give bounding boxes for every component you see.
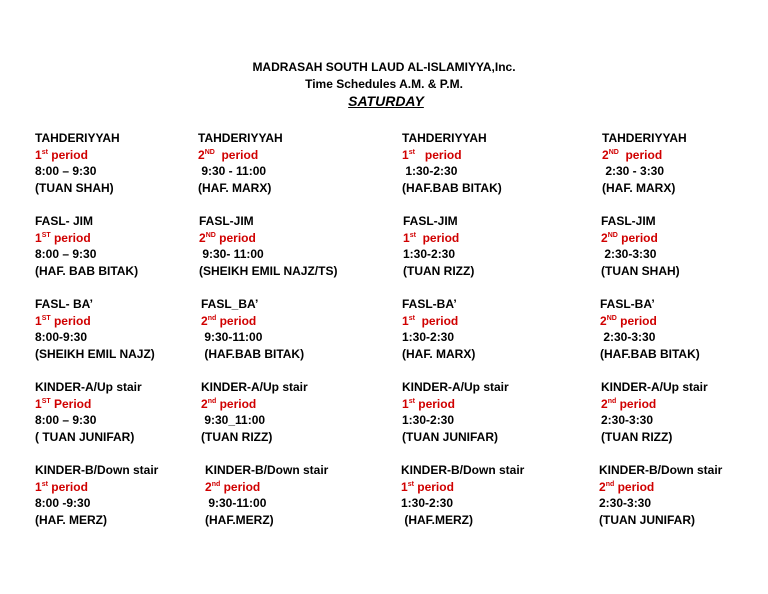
time-range: 1:30-2:30: [401, 496, 454, 511]
period-ordinal: ST: [41, 231, 51, 239]
period-ordinal: nd: [207, 314, 217, 322]
teacher-name: (TUAN JUNIFAR): [599, 512, 695, 527]
class-name: KINDER-A/Up stair: [402, 380, 509, 394]
time-range: 2:30-3:30: [601, 247, 657, 262]
schedule-block: [35, 379, 205, 445]
period-ordinal: ND: [606, 314, 617, 322]
period-label: [401, 479, 571, 496]
teacher-name: (TUAN SHAH): [601, 263, 680, 278]
time-range: 8:00 -9:30: [35, 496, 91, 511]
period-word: period: [414, 396, 455, 411]
time-range: 2:30-3:30: [601, 413, 654, 428]
period-label: [601, 230, 768, 247]
period-number: 1: [403, 230, 410, 245]
period-label: [35, 313, 205, 330]
class-name: TAHDERIYYAH: [402, 131, 487, 145]
teacher-name: (HAF. MERZ): [35, 512, 107, 527]
class-name: FASL-BA’: [600, 297, 655, 311]
period-word: period: [215, 230, 256, 245]
teacher-name: (HAF. MARX): [198, 180, 272, 195]
class-name: KINDER-B/Down stair: [205, 463, 329, 477]
period-ordinal: nd: [207, 397, 217, 405]
day-title: SATURDAY: [348, 93, 424, 109]
time-range: 1:30-2:30: [402, 413, 455, 428]
time-range: 1:30-2:30: [402, 330, 455, 345]
period-word: period: [50, 313, 91, 328]
schedule-block: [35, 213, 205, 279]
time-range: 9:30-11:00: [201, 330, 263, 345]
schedule-block: [402, 130, 572, 196]
schedule-block: [205, 462, 375, 528]
schedule-block: [201, 296, 371, 362]
period-ordinal: ST: [41, 314, 51, 322]
period-word: period: [618, 147, 663, 162]
class-name: TAHDERIYYAH: [198, 131, 283, 145]
teacher-name: (HAF. MARX): [602, 180, 676, 195]
period-number: 2: [599, 479, 606, 494]
period-label: [35, 396, 205, 413]
class-name: KINDER-A/Up stair: [201, 380, 308, 394]
time-range: 8:00 – 9:30: [35, 164, 97, 179]
period-word: period: [413, 479, 454, 494]
schedule-block: [403, 213, 573, 279]
period-word: period: [415, 230, 460, 245]
period-number: 2: [205, 479, 212, 494]
period-number: 1: [35, 230, 42, 245]
period-number: 2: [601, 396, 608, 411]
schedule-block: [601, 213, 768, 279]
period-label: [601, 396, 768, 413]
class-name: FASL-BA’: [402, 297, 457, 311]
period-number: 1: [35, 147, 42, 162]
period-word: period: [47, 479, 88, 494]
period-label: [35, 147, 205, 164]
period-number: 2: [602, 147, 609, 162]
class-name: FASL- JIM: [35, 214, 94, 228]
schedule-block: [402, 296, 572, 362]
period-ordinal: nd: [605, 480, 615, 488]
teacher-name: (HAF. BAB BITAK): [35, 263, 139, 278]
teacher-name: (HAF.MERZ): [205, 512, 274, 527]
period-word: Period: [50, 396, 92, 411]
period-word: period: [614, 479, 655, 494]
class-name: KINDER-B/Down stair: [599, 463, 723, 477]
schedule-subtitle: Time Schedules A.M. & P.M.: [305, 76, 463, 91]
time-range: 8:00 – 9:30: [35, 413, 97, 428]
schedule-block: [35, 130, 205, 196]
teacher-name: (HAF.MERZ): [401, 512, 473, 527]
period-label: [600, 313, 768, 330]
period-ordinal: ND: [608, 148, 619, 156]
schedule-block: [402, 379, 572, 445]
time-range: 8:00-9:30: [35, 330, 88, 345]
document-header: [0, 59, 768, 111]
time-range: 2:30-3:30: [600, 330, 656, 345]
period-ordinal: nd: [211, 480, 221, 488]
schedule-block: [35, 296, 205, 362]
teacher-name: (HAF.BAB BITAK): [402, 180, 502, 195]
period-ordinal: nd: [607, 397, 617, 405]
period-ordinal: ND: [607, 231, 618, 239]
period-number: 1: [401, 479, 408, 494]
period-number: 1: [402, 147, 409, 162]
period-word: period: [616, 313, 657, 328]
class-name: FASL-JIM: [403, 214, 458, 228]
time-range: 8:00 – 9:30: [35, 247, 97, 262]
teacher-name: (SHEIKH EMIL NAJZ/TS): [199, 263, 338, 278]
period-word: period: [47, 147, 88, 162]
period-label: [35, 479, 205, 496]
period-ordinal: ST: [41, 397, 51, 405]
schedule-block: [601, 379, 768, 445]
teacher-name: ( TUAN JUNIFAR): [35, 429, 135, 444]
class-name: KINDER-B/Down stair: [401, 463, 525, 477]
period-ordinal: st: [409, 231, 416, 239]
teacher-name: (TUAN JUNIFAR): [402, 429, 498, 444]
teacher-name: (TUAN SHAH): [35, 180, 114, 195]
period-label: [201, 396, 371, 413]
period-number: 1: [402, 396, 409, 411]
schedule-block: [35, 462, 205, 528]
period-number: 1: [402, 313, 409, 328]
period-label: [205, 479, 375, 496]
period-number: 2: [601, 230, 608, 245]
period-number: 2: [201, 396, 208, 411]
teacher-name: (HAF. MARX): [402, 346, 476, 361]
period-label: [201, 313, 371, 330]
period-number: 1: [35, 479, 42, 494]
schedule-block: [201, 379, 371, 445]
time-range: 1:30-2:30: [402, 164, 458, 179]
class-name: FASL_BA’: [201, 297, 259, 311]
time-range: 2:30 - 3:30: [602, 164, 665, 179]
period-number: 2: [199, 230, 206, 245]
period-word: period: [616, 396, 657, 411]
period-label: [599, 479, 768, 496]
schedule-block: [401, 462, 571, 528]
teacher-name: (TUAN RIZZ): [601, 429, 673, 444]
time-range: 1:30-2:30: [403, 247, 456, 262]
period-ordinal: st: [408, 397, 415, 405]
period-label: [602, 147, 768, 164]
period-label: [403, 230, 573, 247]
period-word: period: [414, 313, 459, 328]
period-number: 1: [35, 396, 42, 411]
period-word: period: [216, 313, 257, 328]
class-name: TAHDERIYYAH: [602, 131, 687, 145]
period-number: 1: [35, 313, 42, 328]
class-name: TAHDERIYYAH: [35, 131, 120, 145]
time-range: 9:30- 11:00: [199, 247, 264, 262]
period-ordinal: st: [408, 314, 415, 322]
period-word: period: [617, 230, 658, 245]
time-range: 9:30-11:00: [205, 496, 267, 511]
period-label: [402, 147, 572, 164]
period-word: period: [220, 479, 261, 494]
teacher-name: (SHEIKH EMIL NAJZ): [35, 346, 155, 361]
period-word: period: [216, 396, 257, 411]
schedule-block: [599, 462, 768, 528]
period-ordinal: st: [408, 148, 415, 156]
period-number: 2: [201, 313, 208, 328]
teacher-name: (TUAN RIZZ): [403, 263, 475, 278]
period-label: [35, 230, 205, 247]
schedule-block: [199, 213, 369, 279]
period-label: [198, 147, 368, 164]
teacher-name: (HAF.BAB BITAK): [600, 346, 700, 361]
teacher-name: (HAF.BAB BITAK): [201, 346, 305, 361]
teacher-name: (TUAN RIZZ): [201, 429, 273, 444]
period-ordinal: ND: [204, 148, 215, 156]
time-range: 2:30-3:30: [599, 496, 652, 511]
period-ordinal: st: [407, 480, 414, 488]
class-name: FASL- BA’: [35, 297, 94, 311]
class-name: FASL-JIM: [601, 214, 656, 228]
period-label: [199, 230, 369, 247]
period-number: 2: [600, 313, 607, 328]
schedule-block: [198, 130, 368, 196]
period-word: period: [50, 230, 91, 245]
class-name: KINDER-A/Up stair: [35, 380, 142, 394]
class-name: KINDER-B/Down stair: [35, 463, 159, 477]
class-name: FASL-JIM: [199, 214, 254, 228]
period-word: period: [414, 147, 462, 162]
time-range: 9:30_11:00: [201, 413, 266, 428]
period-number: 2: [198, 147, 205, 162]
period-word: period: [214, 147, 259, 162]
period-ordinal: st: [41, 148, 48, 156]
schedule-block: [600, 296, 768, 362]
class-name: KINDER-A/Up stair: [601, 380, 708, 394]
period-label: [402, 396, 572, 413]
period-label: [402, 313, 572, 330]
period-ordinal: ND: [205, 231, 216, 239]
period-ordinal: st: [41, 480, 48, 488]
schedule-block: [602, 130, 768, 196]
org-title: MADRASAH SOUTH LAUD AL-ISLAMIYYA,Inc.: [252, 60, 516, 74]
time-range: 9:30 - 11:00: [198, 164, 267, 179]
